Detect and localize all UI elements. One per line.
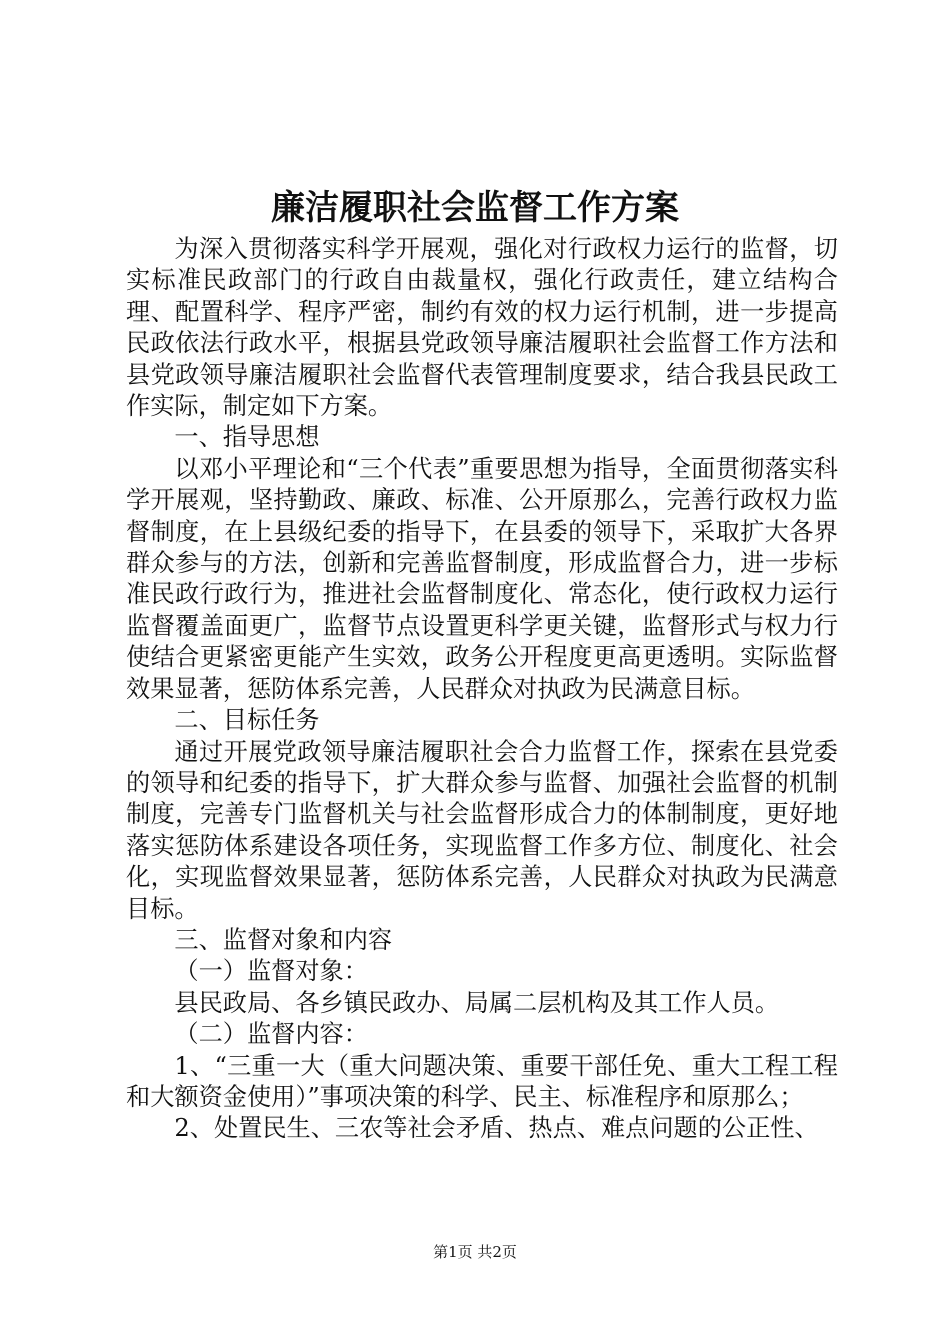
page-footer: 第1页 共2页 [433,1243,517,1261]
paragraph-goals: 通过开展党政领导廉洁履职社会合力监督工作，探索在县党委的领导和纪委的指导下，扩大群众参与监督、加强社会监督的机制制度，完善专门监督机关与社会监督形成合力的体制制度，更好地落实惩防体系建设各项任务，实现监督工作多方位、制度化、社会化，实现监督效果显著，惩防体系完善，人民群众对执政为民满意目标。 [126,737,838,923]
paragraph-guiding-ideology: 以邓小平理论和“三个代表”重要思想为指导，全面贯彻落实科学开展观，坚持勤政、廉政、标准、公开原那么，完善行政权力监督制度，在上县级纪委的指导下，在县委的领导下，采取扩大各界群众参与的方法，创新和完善监督制度，形成监督合力，进一步标准民政行政行为，推进社会监督制度化、常态化，使行政权力运行监督覆盖面更广，监督节点设置更科学更关键，监督形式与权力行使结合更紧密更能产生实效，政务公开程度更高更透明。实际监督效果显著，惩防体系完善，人民群众对执政为民满意目标。 [126,454,838,703]
paragraph-intro: 为深入贯彻落实科学开展观，强化对行政权力运行的监督，切实标准民政部门的行政自由裁量权，强化行政责任，建立结构合理、配置科学、程序严密，制约有效的权力运行机制，进一步提高民政依法行政水平，根据县党政领导廉洁履职社会监督工作方法和县党政领导廉洁履职社会监督代表管理制度要求，结合我县民政工作实际，制定如下方案。 [126,235,838,421]
list-item-content-1: 1、“三重一大（重大问题决策、重要干部任免、重大工程工程和大额资金使用）”事项决策的科学、民主、标准程序和原那么； [126,1051,838,1111]
section-heading-supervision: 三、监督对象和内容 [174,925,393,954]
list-item-content-2: 2、处置民生、三农等社会矛盾、热点、难点问题的公正性、 [174,1114,819,1143]
document-title: 廉洁履职社会监督工作方案 [271,188,679,228]
section-heading-guiding-ideology: 一、指导思想 [174,423,320,452]
subheading-supervision-content: （二）监督内容： [174,1020,368,1049]
section-heading-goals: 二、目标任务 [174,706,320,735]
subheading-supervision-targets: （一）监督对象： [174,957,368,986]
paragraph-supervision-targets: 县民政局、各乡镇民政办、局属二层机构及其工作人员。 [174,988,780,1017]
document-body [126,234,838,1145]
